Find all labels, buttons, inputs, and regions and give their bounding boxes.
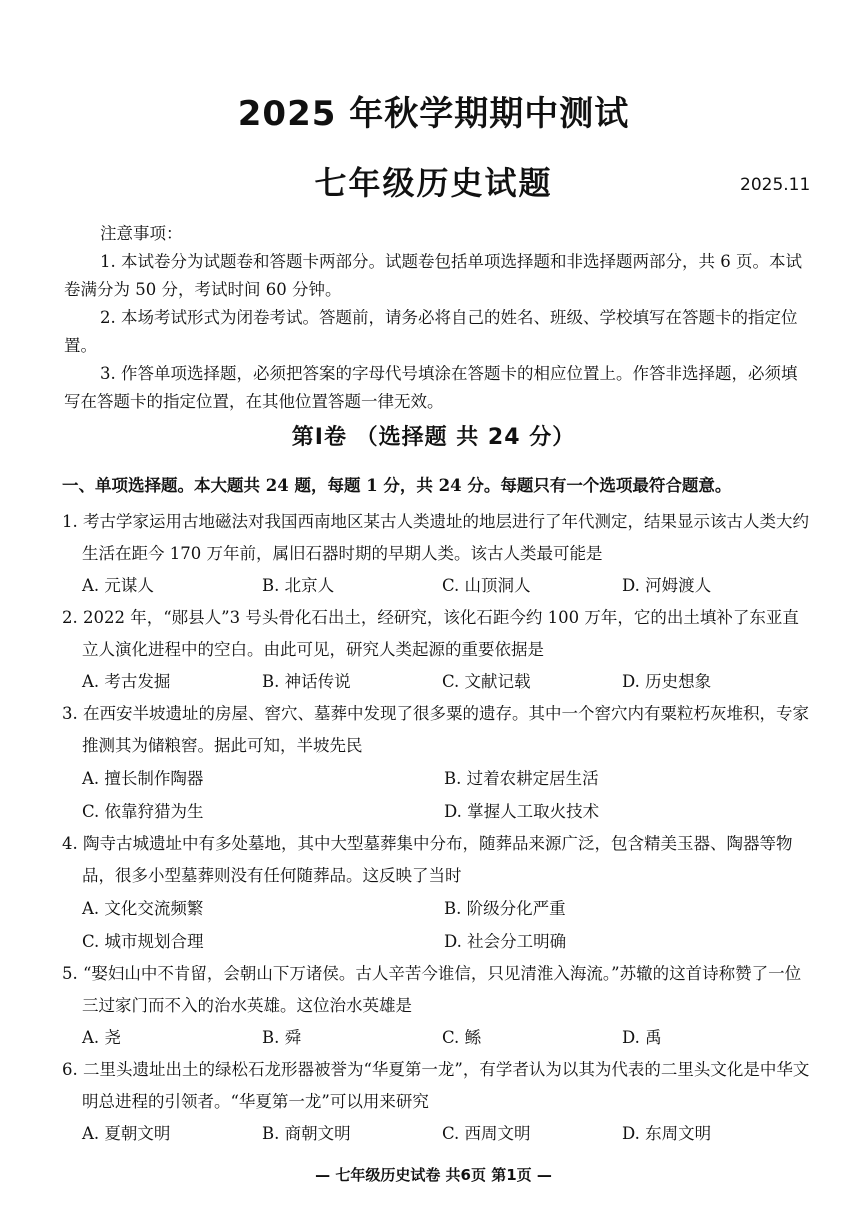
option-b: B. 舜 [262, 1028, 302, 1047]
option-b: B. 北京人 [262, 576, 335, 595]
option-a: A. 元谋人 [82, 576, 154, 595]
option-d: D. 社会分工明确 [444, 932, 567, 951]
option-grid [62, 892, 812, 958]
section-title: 第Ⅰ卷 （选择题 共 24 分） [291, 425, 576, 450]
option-a: A. 考古发掘 [82, 672, 171, 691]
option-d: D. 历史想象 [622, 672, 712, 691]
option-d: D. 东周文明 [622, 1124, 712, 1143]
option-b: B. 神话传说 [262, 672, 351, 691]
option-row [62, 1022, 812, 1054]
option-a: A. 擅长制作陶器 [82, 769, 204, 788]
option-c: C. 依靠狩猎为生 [82, 802, 204, 821]
section-instruction: 一、单项选择题。本大题共 24 题，每题 1 分，共 24 分。每题只有一个选项最符合题意。 [62, 476, 732, 495]
question-stem: 5. “娶妇山中不肯留，会朝山下万诸侯。古人辛苦今谁信，只见清淮入海流。”苏辙的这首诗称赞了一位三过家门而不入的治水英雄。这位治水英雄是 [62, 964, 802, 1015]
page-footer: — 七年级历史试卷 共6页 第1页 — [315, 1166, 552, 1184]
question-4 [62, 828, 812, 958]
note-item: 1. 本试卷分为试题卷和答题卡两部分。试题卷包括单项选择题和非选择题两部分，共 6 页。本试卷满分为 50 分，考试时间 60 分钟。 [64, 252, 802, 299]
question-stem: 2. 2022 年，“郧县人”3 号头骨化石出土，经研究，该化石距今约 100 万年，它的出土填补了东亚直立人演化进程中的空白。由此可见，研究人类起源的重要依据是 [62, 608, 799, 659]
option-c: C. 鲧 [442, 1028, 482, 1047]
exam-date: 2025.11 [740, 175, 811, 195]
question-stem: 4. 陶寺古城遗址中有多处墓地，其中大型墓葬集中分布，随葬品来源广泛，包含精美玉器、陶器等物品，很多小型墓葬则没有任何随葬品。这反映了当时 [62, 834, 793, 885]
option-c: C. 文献记载 [442, 672, 531, 691]
question-3 [62, 698, 812, 828]
note-item: 2. 本场考试形式为闭卷考试。答题前，请务必将自己的姓名、班级、学校填写在答题卡的指定位置。 [64, 308, 798, 355]
question-6 [62, 1054, 812, 1150]
option-c: C. 城市规划合理 [82, 932, 204, 951]
option-b: B. 阶级分化严重 [444, 899, 566, 918]
option-b: B. 过着农耕定居生活 [444, 769, 599, 788]
note-item: 3. 作答单项选择题，必须把答案的字母代号填涂在答题卡的相应位置上。作答非选择题，必须填写在答题卡的指定位置，在其他位置答题一律无效。 [64, 364, 798, 411]
option-grid [62, 762, 812, 828]
question-stem: 3. 在西安半坡遗址的房屋、窖穴、墓葬中发现了很多粟的遗存。其中一个窖穴内有粟粒朽灰堆积，专家推测其为储粮窖。据此可知，半坡先民 [62, 704, 809, 755]
question-1 [62, 506, 812, 602]
option-c: C. 西周文明 [442, 1124, 531, 1143]
option-row [62, 1118, 812, 1150]
question-stem: 1. 考古学家运用古地磁法对我国西南地区某古人类遗址的地层进行了年代测定，结果显示该古人类大约生活在距今 170 万年前，属旧石器时期的早期人类。该古人类最可能是 [62, 512, 809, 563]
option-row [62, 570, 812, 602]
option-a: A. 夏朝文明 [82, 1124, 171, 1143]
option-d: D. 河姆渡人 [622, 576, 712, 595]
option-b: B. 商朝文明 [262, 1124, 351, 1143]
exam-subtitle: 七年级历史试题 [314, 164, 553, 202]
option-c: C. 山顶洞人 [442, 576, 531, 595]
question-list [62, 506, 812, 1150]
option-a: A. 尧 [82, 1028, 121, 1047]
question-2 [62, 602, 812, 698]
question-5 [62, 958, 812, 1054]
notes-heading: 注意事项： [100, 224, 183, 243]
exam-title: 2025 年秋学期期中测试 [237, 94, 630, 134]
option-d: D. 掌握人工取火技术 [444, 802, 600, 821]
option-d: D. 禹 [622, 1028, 662, 1047]
question-stem: 6. 二里头遗址出土的绿松石龙形器被誉为“华夏第一龙”，有学者认为以其为代表的二里头文化是中华文明总进程的引领者。“华夏第一龙”可以用来研究 [62, 1060, 810, 1111]
option-row [62, 666, 812, 698]
notes-block [64, 220, 809, 416]
option-a: A. 文化交流频繁 [82, 899, 204, 918]
